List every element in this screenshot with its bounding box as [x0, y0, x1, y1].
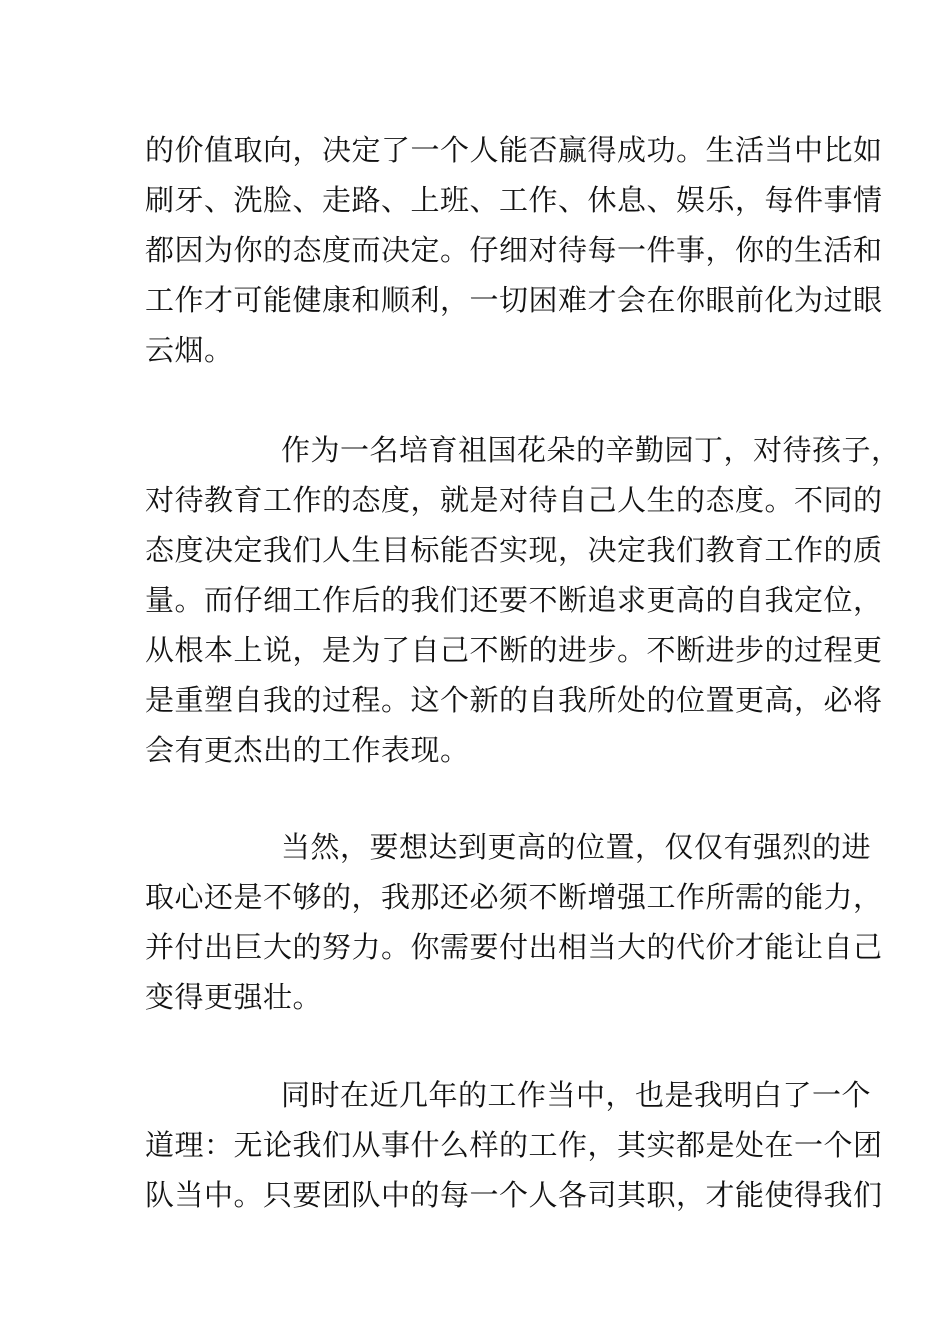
text-line: 是重塑自我的过程。这个新的自我所处的位置更高，必将 — [145, 683, 883, 717]
text-line: 刷牙、洗脸、走路、上班、工作、休息、娱乐，每件事情 — [145, 183, 883, 217]
text-line: 并付出巨大的努力。你需要付出相当大的代价才能让自己 — [145, 930, 883, 964]
text-line: 云烟。 — [145, 333, 234, 367]
text-line: 从根本上说，是为了自己不断的进步。不断进步的过程更 — [145, 633, 883, 667]
text-line: 变得更强壮。 — [145, 980, 323, 1014]
text-line: 队当中。只要团队中的每一个人各司其职，才能使得我们 — [145, 1178, 883, 1212]
text-line: 的价值取向，决定了一个人能否赢得成功。生活当中比如 — [145, 133, 883, 167]
text-line: 对待教育工作的态度，就是对待自己人生的态度。不同的 — [145, 483, 883, 517]
text-line: 量。而仔细工作后的我们还要不断追求更高的自我定位， — [145, 583, 883, 617]
text-line: 工作才可能健康和顺利，一切困难才会在你眼前化为过眼 — [145, 283, 883, 317]
text-line-indented: 当然，要想达到更高的位置，仅仅有强烈的进 — [281, 830, 872, 864]
paragraph-3 — [145, 822, 883, 1022]
text-line-indented: 作为一名培育祖国花朵的辛勤园丁，对待孩子， — [281, 433, 901, 467]
text-line-indented: 同时在近几年的工作当中，也是我明白了一个 — [281, 1078, 872, 1112]
text-line: 态度决定我们人生目标能否实现，决定我们教育工作的质 — [145, 533, 883, 567]
paragraph-4 — [145, 1070, 883, 1220]
paragraph-2 — [145, 425, 901, 775]
text-line: 会有更杰出的工作表现。 — [145, 733, 470, 767]
text-line: 道理：无论我们从事什么样的工作，其实都是处在一个团 — [145, 1128, 883, 1162]
text-line: 都因为你的态度而决定。仔细对待每一件事，你的生活和 — [145, 233, 883, 267]
text-line: 取心还是不够的，我那还必须不断增强工作所需的能力， — [145, 880, 883, 914]
paragraph-1 — [145, 125, 883, 375]
